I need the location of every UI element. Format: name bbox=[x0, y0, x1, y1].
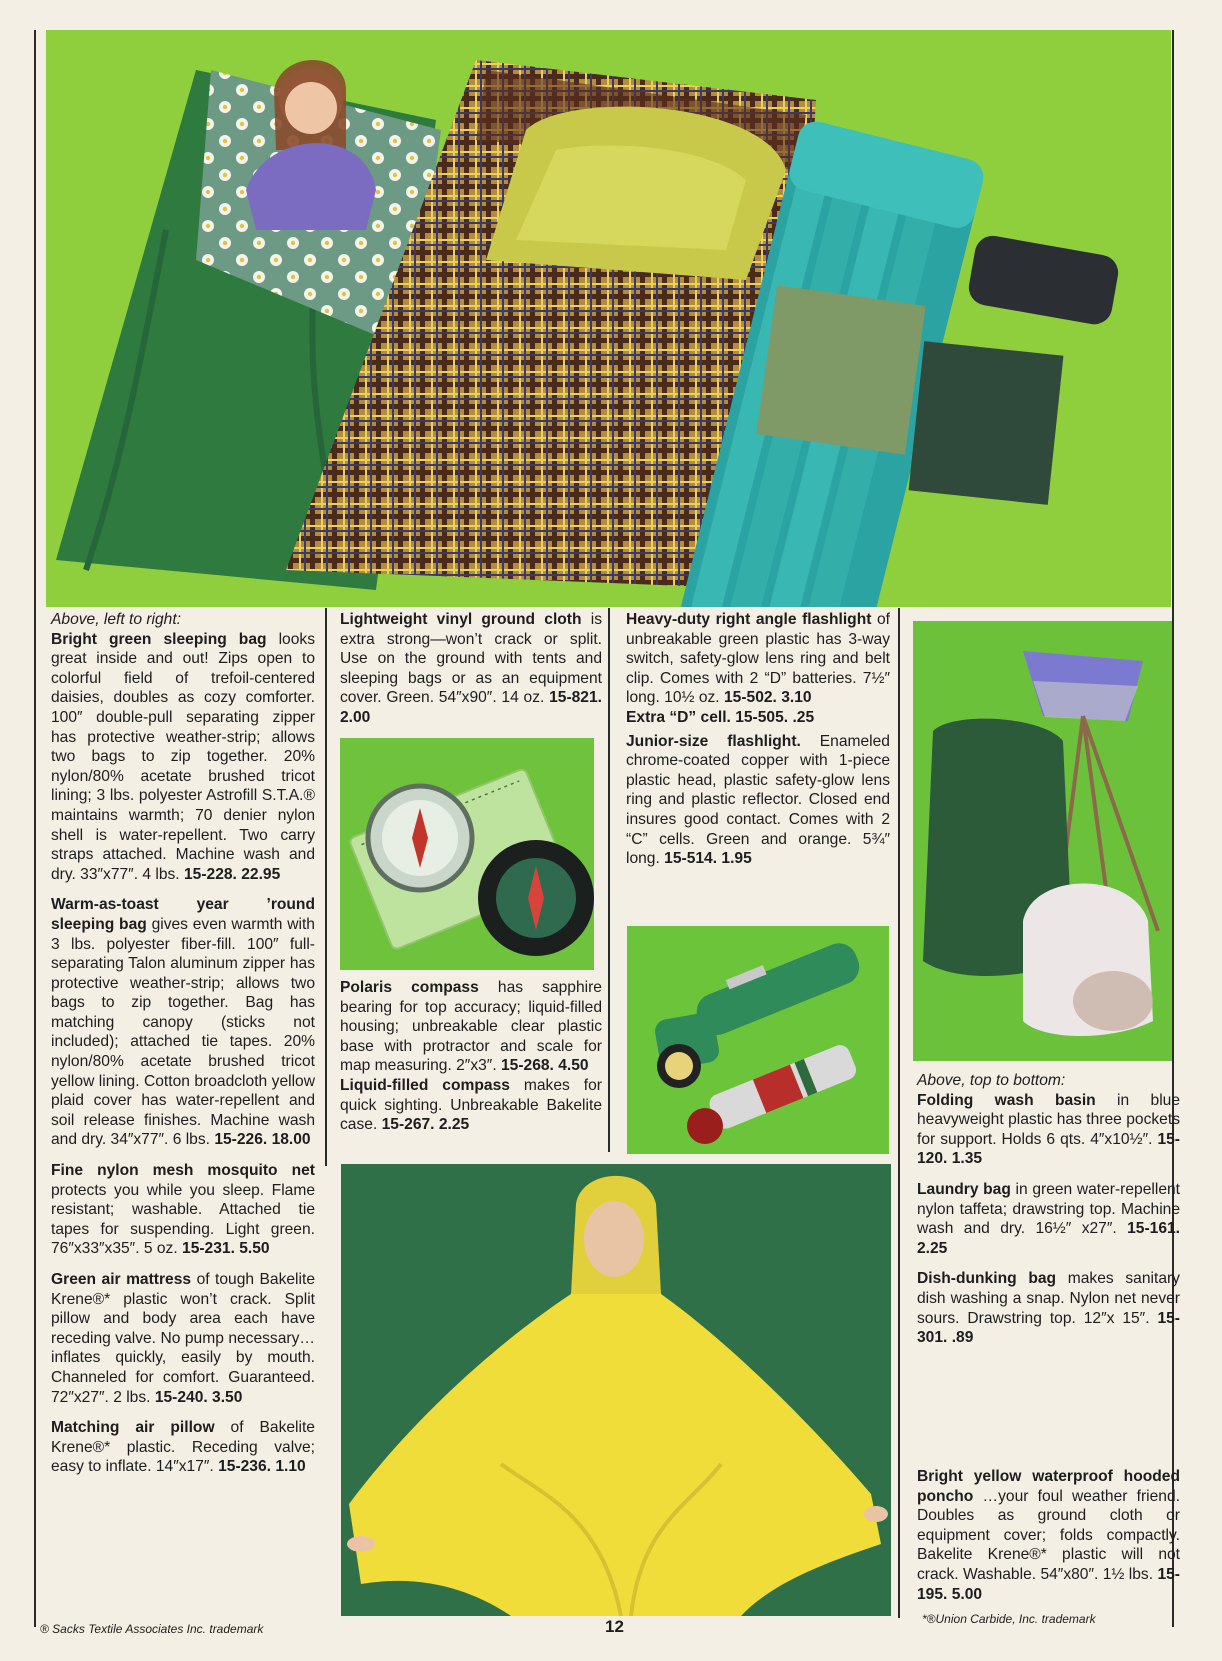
laundry-desc: in green water-repellent nylon taffeta; drawstring top. Machine wash and dry. 16½″ x27″. bbox=[917, 1180, 1180, 1238]
page-number: 12 bbox=[605, 1617, 624, 1636]
bag1-sku: 15-228. bbox=[183, 865, 237, 883]
bag1-name: Bright green sleeping bag bbox=[51, 630, 267, 648]
net-sku: 15-231. bbox=[182, 1240, 235, 1258]
liquid-price: 2.25 bbox=[438, 1116, 470, 1134]
column-rule-2 bbox=[608, 608, 610, 1152]
basin-block bbox=[917, 1071, 1180, 1169]
junior-desc: Enameled chrome-coated copper with 1-piece plastic head, plastic safety-glow lens ring and plastic reflector. Closed end insures good contact. Comes with 2 “C” cells. Green and orange. 5¾″ long. bbox=[626, 732, 890, 868]
column-rule-3 bbox=[898, 608, 900, 1618]
bag1-block bbox=[51, 610, 315, 884]
mattress-price: 3.50 bbox=[212, 1388, 243, 1406]
compass-photo bbox=[340, 738, 594, 970]
bag2-desc: gives even warmth with 3 lbs. polyester fiber-fill. 100″ full-separating Talon aluminum zipper has protective weather-strip; allows two bags to zip together. Bag has matching canopy (sticks not included); attached tie tapes. 20% nylon/80% acetate brushed tricot yellow lining. Cotton broadcloth yellow plaid cover has water-repellent and soil release finishes. Machine wash and dry. 34″x77″. 6 lbs. bbox=[51, 915, 315, 1149]
pillow-name: Matching air pillow bbox=[51, 1419, 215, 1437]
liquid-desc: makes for quick sighting. Unbreakable Bakelite case. bbox=[340, 1076, 602, 1134]
poncho-name: Bright yellow waterproof hooded poncho bbox=[917, 1468, 1180, 1505]
mattress-sku: 15-240. bbox=[154, 1388, 208, 1406]
net-name: Fine nylon mesh mosquito net bbox=[51, 1162, 315, 1180]
groundcloth-sku: 15-821. bbox=[549, 689, 602, 707]
laundry-block bbox=[917, 1180, 1180, 1258]
pillow-sku: 15-236. bbox=[218, 1458, 271, 1476]
groundcloth-name: Lightweight vinyl ground cloth bbox=[340, 611, 582, 628]
polaris-name: Polaris compass bbox=[340, 979, 479, 996]
column-1-text bbox=[51, 610, 315, 1488]
flashlight-desc: of unbreakable green plastic has 3-way switch, safety-glow lens ring and belt clip. Comes with 2 “D” batteries. 7½″ long. 10½ oz. bbox=[626, 611, 890, 707]
wash-basin-laundry-photo bbox=[913, 621, 1172, 1061]
compass-text bbox=[340, 978, 602, 1146]
mattress-desc: of tough Bakelite Krene®* plastic won’t crack. Split pillow and body area each have receding valve. No pump necessary…inflates quickly, easily by mouth. Channeled for comfort. Guaranteed. 72″x27″. 2 lbs. bbox=[51, 1271, 315, 1406]
groundcloth-block bbox=[340, 610, 602, 728]
flashlight-name: Heavy-duty right angle flashlight bbox=[626, 611, 872, 628]
laundry-name: Laundry bag bbox=[917, 1180, 1011, 1198]
net-block bbox=[51, 1161, 315, 1259]
bag1-price: 22.95 bbox=[241, 865, 281, 883]
basin-price: 1.35 bbox=[951, 1150, 983, 1168]
poncho-price: 5.00 bbox=[951, 1585, 983, 1603]
flashlight-text bbox=[626, 610, 890, 880]
dish-name: Dish-dunking bag bbox=[917, 1270, 1057, 1288]
basin-sku: 15-120. bbox=[917, 1130, 1180, 1168]
polaris-sku: 15-268. bbox=[501, 1057, 554, 1075]
groundcloth-desc: is extra strong—won’t crack or split. Use on the ground with tents and sleeping bags or as an equipment cover. Green. 54″x90″. 14 oz. bbox=[340, 611, 602, 707]
flashlight-price: 3.10 bbox=[781, 689, 812, 707]
poncho-desc: …your foul weather friend. Doubles as ground cloth or equipment cover; folds compactly. Bakelite Krene®* plastic will not crack. Washable. 54″x80″. 1½ lbs. bbox=[917, 1487, 1180, 1583]
flashlights-photo bbox=[627, 926, 889, 1154]
polaris-desc: has sapphire bearing for top accuracy; liquid-filled housing; unbreakable clear plastic base with protractor and scale for map measuring. 2″x3″. bbox=[340, 979, 602, 1075]
poncho-sku: 15-195. bbox=[917, 1565, 1180, 1603]
liquid-name: Liquid-filled compass bbox=[340, 1076, 510, 1094]
poncho-photo bbox=[341, 1164, 891, 1616]
footer-left-trademark: ® Sacks Textile Associates Inc. trademark bbox=[40, 1622, 264, 1636]
bag1-desc: looks great inside and out! Zips open to colorful field of trefoil-centered daisies, doubles as cozy comforter. 100″ double-pull separating zipper has protective weather-strip; allows two bags to zip together. 20% nylon/80% acetate brushed tricot lining; 3 lbs. polyester Astrofill S.T.A.® maintains warmth; 70 denier nylon shell is water-repellent. Two carry straps attached. Machine wash and dry. 33″x77″. 4 lbs. bbox=[51, 630, 315, 883]
net-desc: protects you while you sleep. Flame resistant; washable. Attached tie tapes for suspending. Light green. 76″x33″x35″. 5 oz. bbox=[51, 1181, 315, 1258]
groundcloth-price: 2.00 bbox=[340, 708, 371, 726]
basin-name: Folding wash basin bbox=[917, 1091, 1096, 1109]
pillow-block bbox=[51, 1418, 315, 1477]
dish-desc: makes sanitary dish washing a snap. Nylon net never sours. Drawstring top. 12″x 15″. bbox=[917, 1270, 1180, 1327]
poncho-block bbox=[917, 1467, 1180, 1604]
left-border-rule bbox=[34, 30, 36, 1627]
footer-right-trademark: *®Union Carbide, Inc. trademark bbox=[922, 1612, 1096, 1626]
pillow-desc: of Bakelite Krene®* plastic. Receding valve; easy to inflate. 14″x17″. bbox=[51, 1419, 315, 1476]
net-price: 5.50 bbox=[239, 1240, 270, 1258]
pillow-price: 1.10 bbox=[275, 1458, 306, 1476]
junior-price: 1.95 bbox=[721, 850, 752, 868]
poncho-text bbox=[917, 1467, 1180, 1615]
caption-left-to-right: Above, left to right: bbox=[51, 611, 182, 628]
column-rule-1 bbox=[325, 608, 327, 1166]
bag2-price: 18.00 bbox=[271, 1131, 311, 1149]
polaris-price: 4.50 bbox=[558, 1057, 589, 1075]
dish-block bbox=[917, 1269, 1180, 1347]
flashlight-block bbox=[626, 610, 890, 728]
junior-sku: 15-514. bbox=[664, 850, 718, 868]
junior-name: Junior-size flashlight. bbox=[626, 732, 801, 750]
groundcloth-text bbox=[340, 610, 602, 739]
mattress-name: Green air mattress bbox=[51, 1271, 192, 1288]
bag2-name: Warm-as-toast year ’round sleeping bag bbox=[51, 896, 315, 933]
flashlight-sku: 15-502. bbox=[723, 689, 777, 707]
basin-desc: in blue heavyweight plastic has three pockets for support. Holds 6 qts. 4″x10½″. bbox=[917, 1091, 1181, 1148]
polaris-block bbox=[340, 978, 602, 1076]
dish-price: .89 bbox=[951, 1329, 974, 1347]
sleeping-bags-photo bbox=[46, 30, 1171, 607]
laundry-price: 2.25 bbox=[917, 1239, 948, 1257]
column-4-text bbox=[917, 1071, 1180, 1359]
dish-sku: 15-301. bbox=[917, 1309, 1180, 1347]
caption-top-to-bottom: Above, top to bottom: bbox=[917, 1072, 1066, 1089]
liquid-block bbox=[340, 1076, 602, 1135]
extra-cell-label: Extra “D” cell. 15-505. bbox=[626, 708, 789, 726]
extra-cell-price: .25 bbox=[792, 708, 815, 726]
junior-block bbox=[626, 732, 890, 869]
mattress-block bbox=[51, 1270, 315, 1407]
bag2-sku: 15-226. bbox=[214, 1131, 268, 1149]
right-border-rule bbox=[1172, 30, 1174, 1627]
laundry-sku: 15-161. bbox=[1127, 1220, 1180, 1238]
liquid-sku: 15-267. bbox=[381, 1116, 435, 1134]
bag2-block bbox=[51, 895, 315, 1150]
